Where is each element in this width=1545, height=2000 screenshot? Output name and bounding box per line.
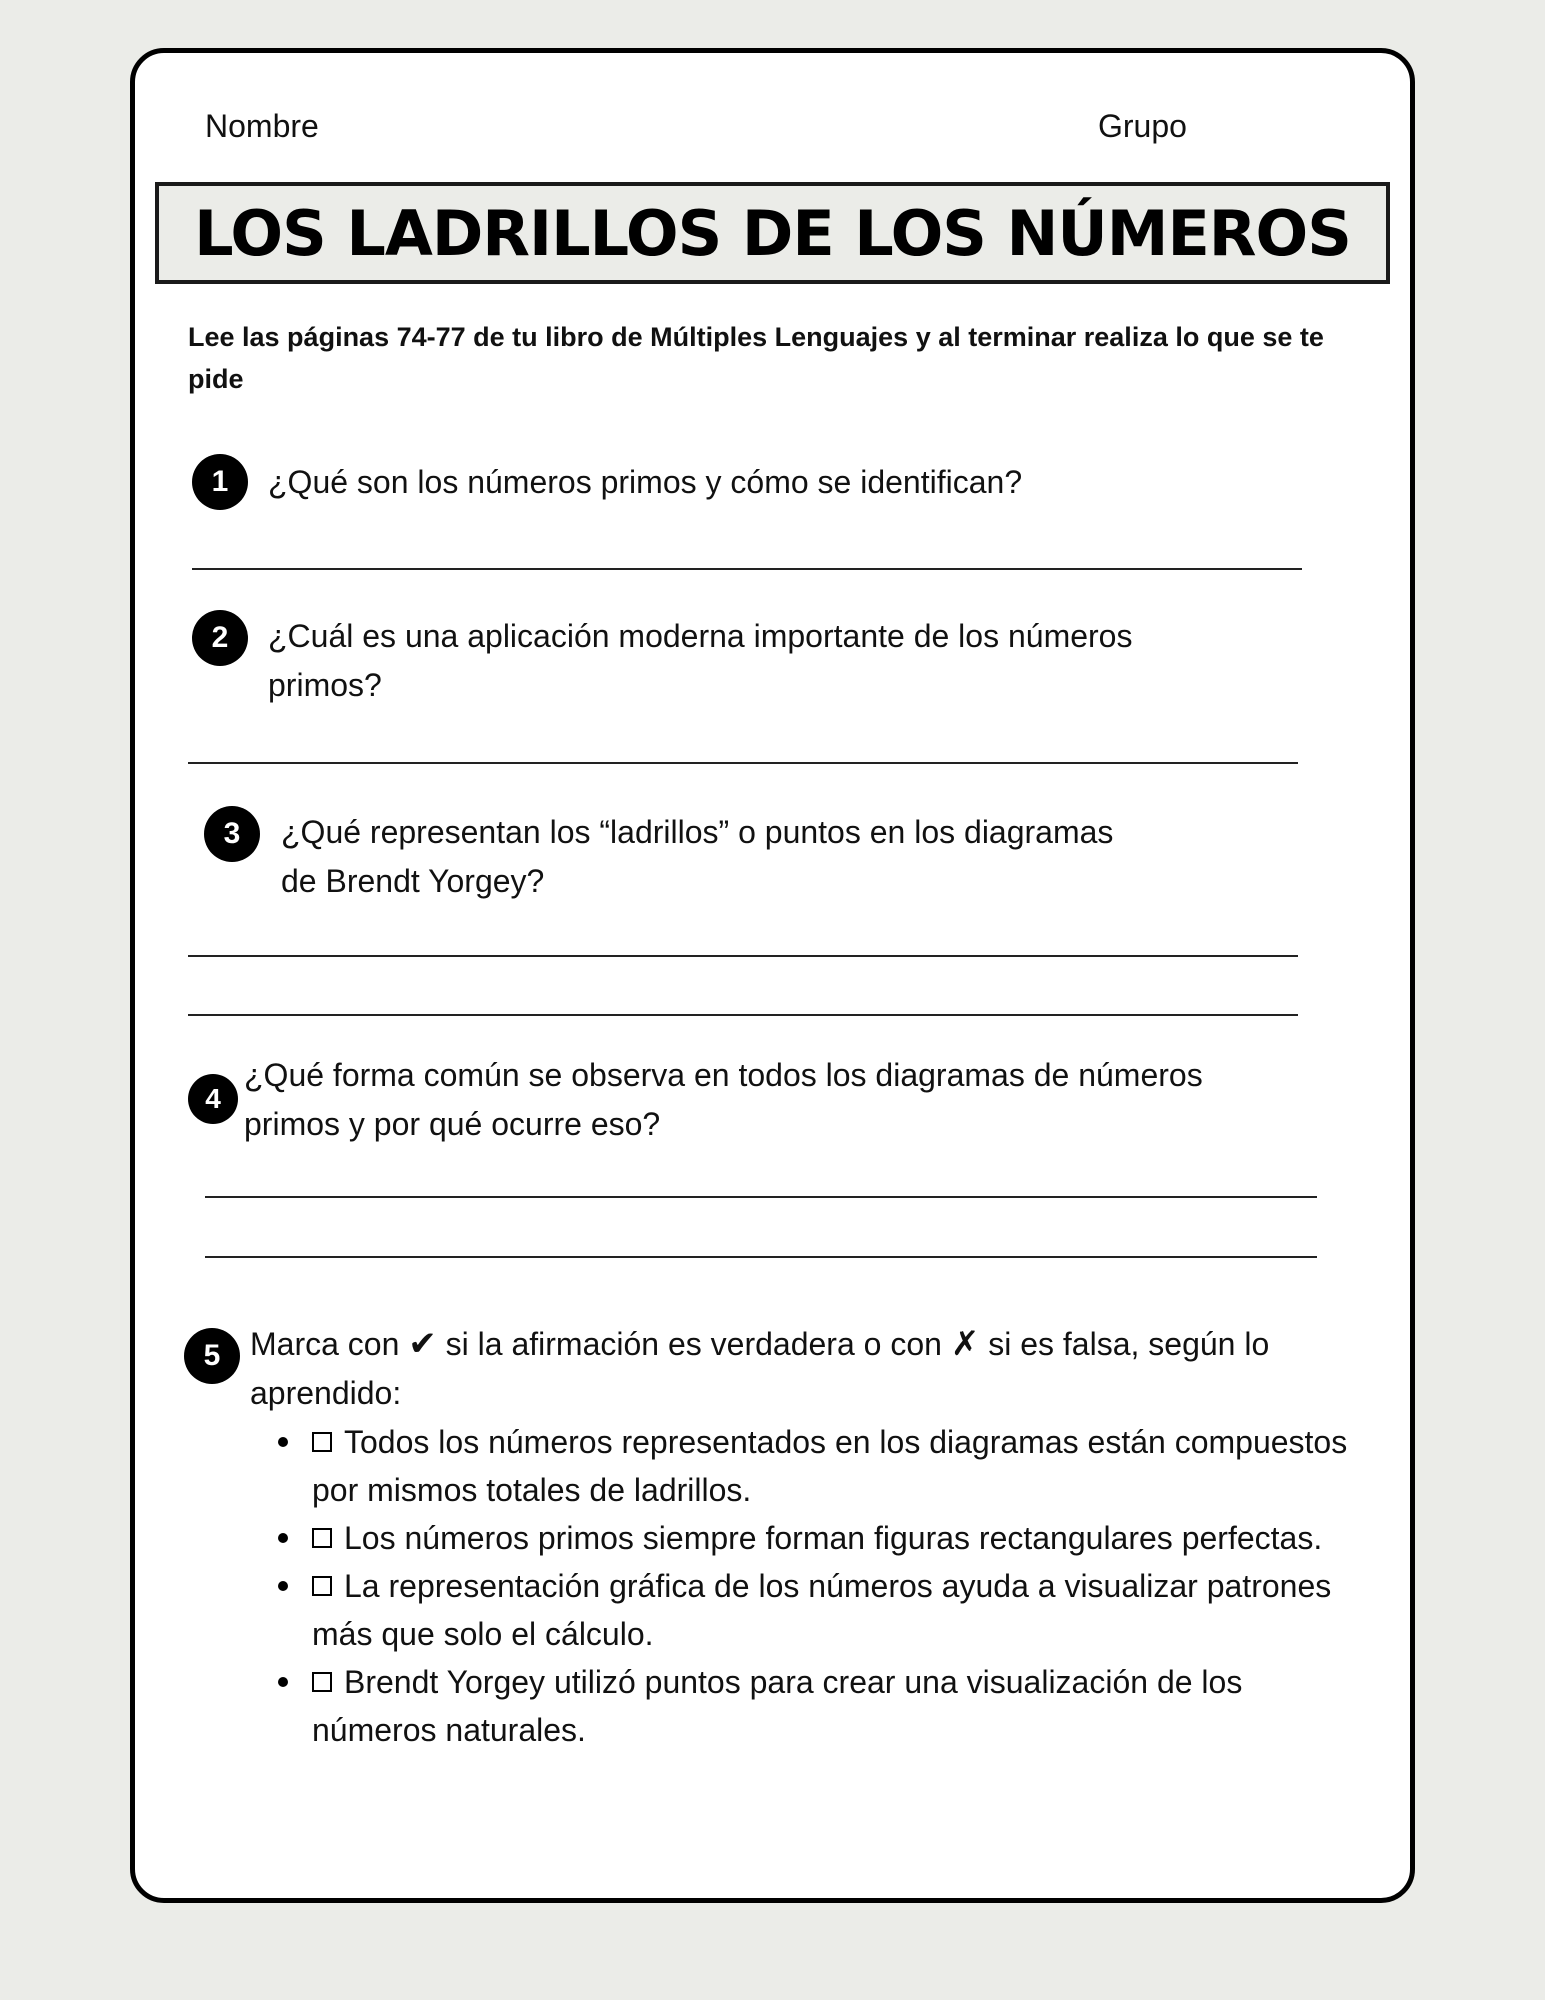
question-4-line-1: ¿Qué forma común se observa en todos los diagramas de números bbox=[244, 1057, 1203, 1093]
instructions-text: Lee las páginas 74-77 de tu libro de Múltiples Lenguajes y al terminar realiza lo que se te pide bbox=[188, 322, 1324, 394]
check-icon: ✔ bbox=[408, 1325, 437, 1363]
question-3-text bbox=[281, 808, 1113, 906]
question-4-line-2: primos y por qué ocurre eso? bbox=[244, 1106, 661, 1142]
question-2-line-1: ¿Cuál es una aplicación moderna importante de los números bbox=[268, 618, 1133, 654]
question-5-line-2: aprendido: bbox=[250, 1375, 402, 1411]
answer-line-3a[interactable] bbox=[188, 955, 1298, 957]
answer-line-3b[interactable] bbox=[188, 1014, 1298, 1016]
statement-item bbox=[270, 1562, 1350, 1658]
question-2-number-badge bbox=[192, 610, 248, 666]
prompt-part-2: si la afirmación es verdadera o con bbox=[445, 1326, 942, 1362]
question-4-text bbox=[244, 1051, 1203, 1149]
name-label: Nombre bbox=[205, 108, 319, 144]
title-banner bbox=[155, 182, 1390, 284]
question-5-number: 5 bbox=[203, 1339, 221, 1372]
checkbox-4[interactable] bbox=[312, 1672, 332, 1692]
question-4-number-badge bbox=[188, 1074, 238, 1124]
question-3-number-badge bbox=[204, 806, 260, 862]
question-1-number-badge bbox=[192, 454, 248, 510]
question-3-line-2: de Brendt Yorgey? bbox=[281, 863, 545, 899]
question-5-number-badge bbox=[184, 1328, 240, 1384]
answer-line-4b[interactable] bbox=[205, 1256, 1317, 1258]
prompt-part-1: Marca con bbox=[250, 1326, 400, 1362]
page-title: LOS LADRILLOS DE LOS NÚMEROS bbox=[194, 196, 1351, 270]
question-4-number: 4 bbox=[205, 1083, 221, 1114]
answer-line-1[interactable] bbox=[192, 568, 1302, 570]
statement-item bbox=[270, 1658, 1350, 1754]
question-2-line-2: primos? bbox=[268, 667, 382, 703]
cross-icon: ✗ bbox=[950, 1325, 980, 1363]
question-2-number: 2 bbox=[211, 621, 229, 654]
statement-3-text: La representación gráfica de los números ayuda a visualizar patrones más que solo el cálculo. bbox=[312, 1568, 1332, 1652]
checkbox-2[interactable] bbox=[312, 1528, 332, 1548]
question-1-number: 1 bbox=[211, 465, 229, 498]
question-1-text: ¿Qué son los números primos y cómo se identifican? bbox=[268, 464, 1023, 500]
question-3-line-1: ¿Qué representan los “ladrillos” o puntos en los diagramas bbox=[281, 814, 1114, 850]
statement-1-text: Todos los números representados en los diagramas están compuestos por mismos totales de ladrillos. bbox=[312, 1424, 1348, 1508]
question-5-prompt bbox=[250, 1320, 1370, 1418]
statement-2-text: Los números primos siempre forman figuras rectangulares perfectas. bbox=[344, 1520, 1323, 1556]
statement-item bbox=[270, 1418, 1350, 1514]
checkbox-1[interactable] bbox=[312, 1432, 332, 1452]
question-3-number: 3 bbox=[223, 817, 241, 850]
prompt-part-3: si es falsa, según lo bbox=[988, 1326, 1270, 1362]
statement-item bbox=[270, 1514, 1350, 1562]
answer-line-4a[interactable] bbox=[205, 1196, 1317, 1198]
statement-list bbox=[270, 1418, 1350, 1754]
answer-line-2[interactable] bbox=[188, 762, 1298, 764]
statement-4-text: Brendt Yorgey utilizó puntos para crear una visualización de los números naturales. bbox=[312, 1664, 1243, 1748]
question-2-text bbox=[268, 612, 1132, 710]
question-5-line-1 bbox=[250, 1320, 1370, 1369]
group-label: Grupo bbox=[1098, 108, 1187, 144]
checkbox-3[interactable] bbox=[312, 1576, 332, 1596]
